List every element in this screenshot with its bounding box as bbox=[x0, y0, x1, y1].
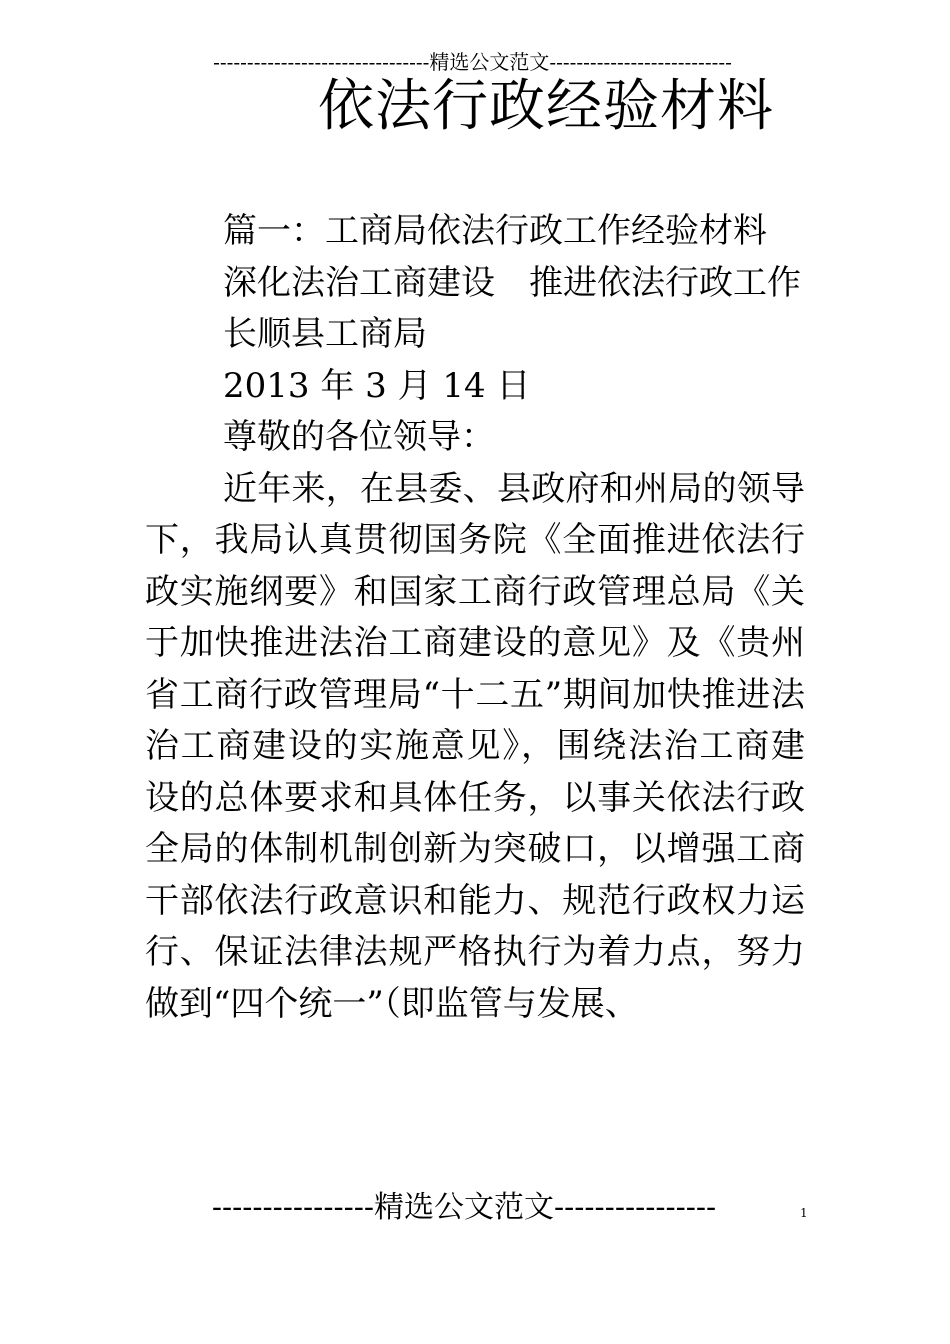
author-organization: 长顺县工商局 bbox=[223, 314, 427, 354]
salutation: 尊敬的各位领导： bbox=[223, 417, 495, 457]
page-footer: ----------------精选公文范文---------------- bbox=[211, 1190, 717, 1225]
subtitle: 深化法治工商建设 推进依法行政工作 bbox=[223, 262, 801, 303]
page-number: 1 bbox=[800, 1206, 808, 1220]
section-heading: 篇一：工商局依法行政工作经验材料 bbox=[223, 211, 767, 251]
page-header: --------------------------------精选公文范文--------------------------- bbox=[213, 50, 732, 74]
document-body bbox=[145, 206, 805, 1030]
body-paragraph: 近年来，在县委、县政府和州局的领导下，我局认真贯彻国务院《全面推进依法行政实施纲要》和国家工商行政管理总局《关于加快推进法治工商建设的意见》及《贵州省工商行政管理局“十二五”期间加快推进法治工商建设的实施意见》，围绕法治工商建设的总体要求和具体任务，以事关依法行政全局的体制机制创新为突破口，以增强工商干部依法行政意识和能力、规范行政权力运行、保证法律法规严格执行为着力点，努力做到“四个统一”（即监管与发展、 bbox=[145, 468, 805, 1024]
document-date: 2013 年 3 月 14 日 bbox=[223, 365, 531, 406]
document-title: 依法行政经验材料 bbox=[318, 74, 774, 139]
